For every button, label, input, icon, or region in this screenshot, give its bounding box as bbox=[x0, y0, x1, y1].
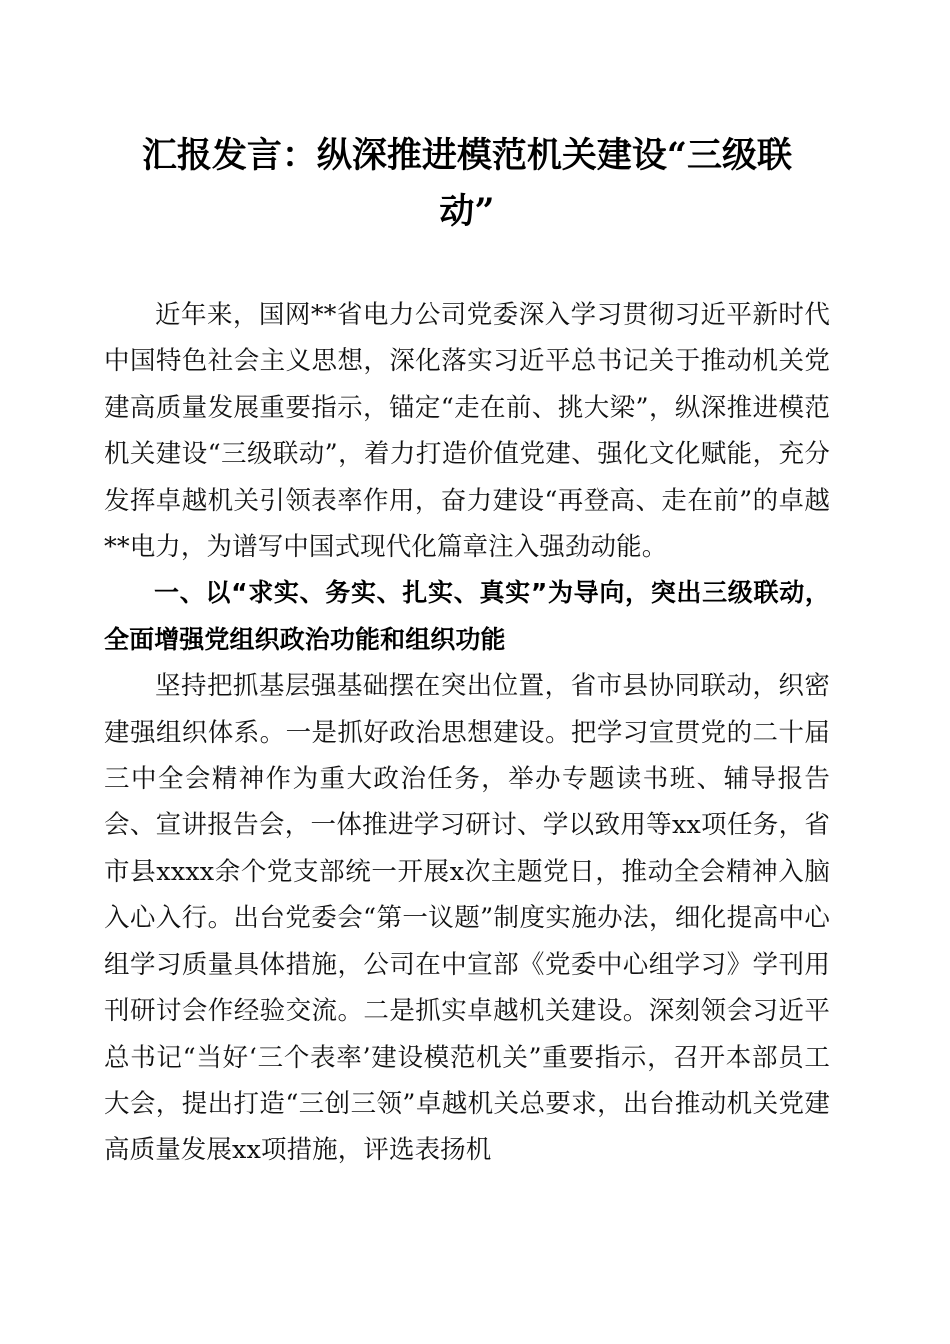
body-paragraph-section-one: 坚持把抓基层强基础摆在突出位置，省市县协同联动，织密建强组织体系。一是抓好政治思想建设。把学习宣贯党的二十届三中全会精神作为重大政治任务，举办专题读书班、辅导报告会、宣讲报告会，一体推进学习研讨、学以致用等xx项任务，省市县xxxx余个党支部统一开展x次主题党日，推动全会精神入脑入心入行。出台党委会“第一议题”制度实施办法，细化提高中心组学习质量具体措施，公司在中宣部《党委中心组学习》学刊用刊研讨会作经验交流。二是抓实卓越机关建设。深刻领会习近平总书记“当好‘三个表率’建设模范机关”重要指示，召开本部员工大会，提出打造“三创三领”卓越机关总要求，出台推动机关党建高质量发展xx项措施，评选表扬机 bbox=[104, 671, 830, 1166]
title-body-spacer bbox=[104, 240, 830, 292]
body-paragraph-intro: 近年来，国网**省电力公司党委深入学习贯彻习近平新时代中国特色社会主义思想，深化落实习近平总书记关于推动机关党建高质量发展重要指示，锚定“走在前、挑大梁”，纵深推进模范机关建设“三级联动”，着力打造价值党建、强化文化赋能，充分发挥卓越机关引领表率作用，奋力建设“再登高、走在前”的卓越**电力，为谱写中国式现代化篇章注入强劲动能。 bbox=[104, 300, 830, 563]
page-title: 汇报发言：纵深推进模范机关建设“三级联动” bbox=[141, 135, 793, 232]
document-content bbox=[104, 128, 830, 1174]
section-heading-one: 一、以“求实、务实、扎实、真实”为导向，突出三级联动，全面增强党组织政治功能和组织功能 bbox=[104, 578, 830, 654]
